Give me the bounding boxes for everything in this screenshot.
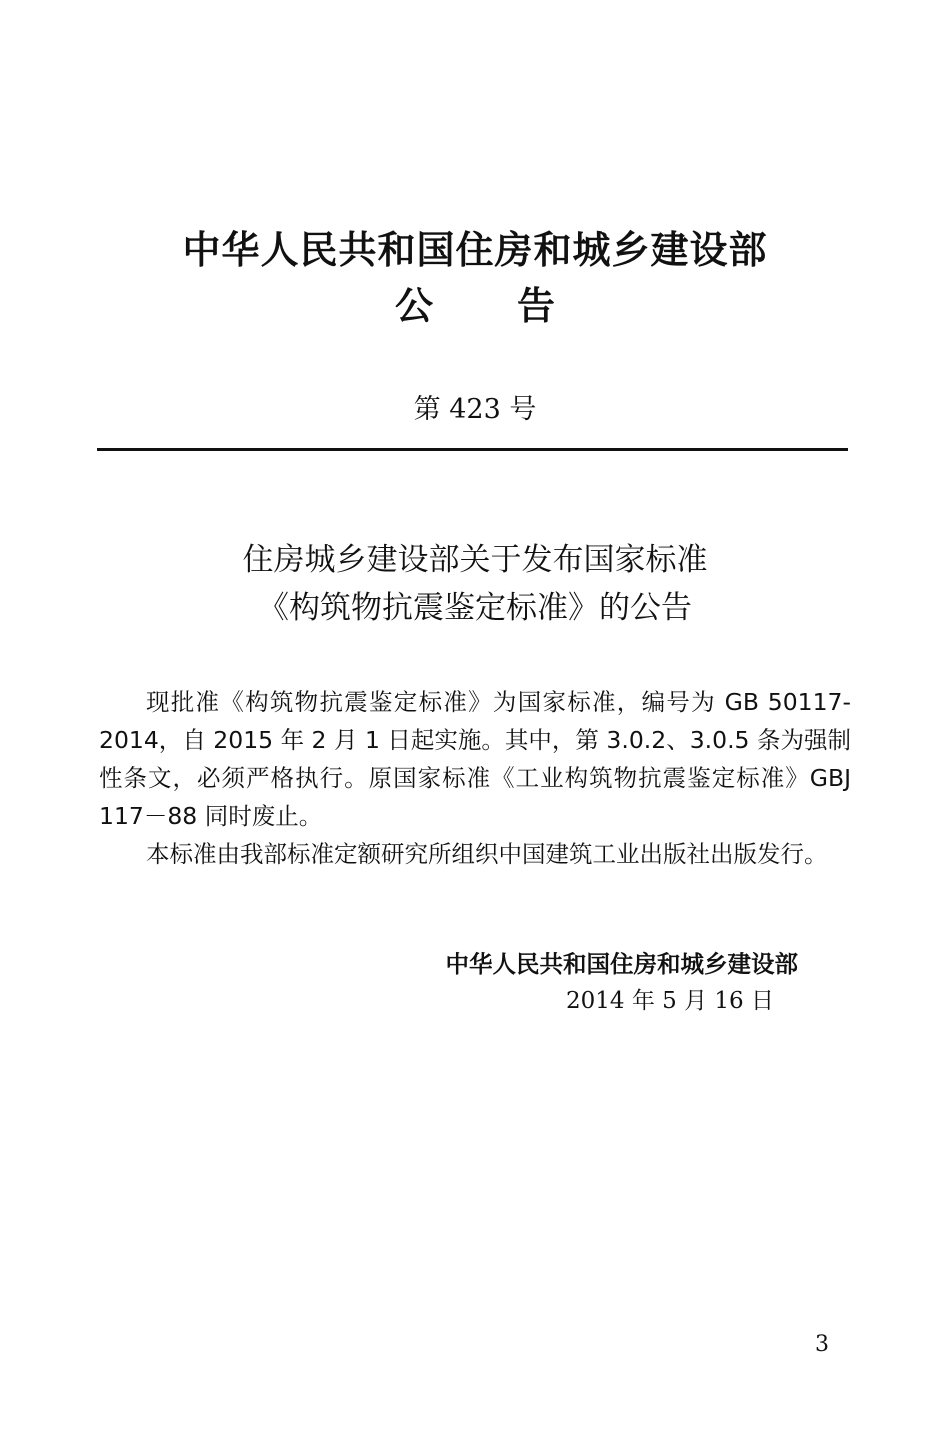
issuer-signature: 中华人民共和国住房和城乡建设部 xyxy=(445,950,798,978)
separator-rule xyxy=(97,448,848,451)
page-number: 3 xyxy=(815,1332,829,1357)
subject-line-1: 住房城乡建设部关于发布国家标准 xyxy=(242,542,708,578)
subject-line-2: 《构筑物抗震鉴定标准》的公告 xyxy=(258,590,692,626)
body-paragraph-1: 现批准《构筑物抗震鉴定标准》为国家标准，编号为 GB 50117-2014，自 2015 年 2 月 1 日起实施。其中，第 3.0.2、3.0.5 条为强制性条文，必须严格执行。原国家标准《工业构筑物抗震鉴定标准》GBJ 117－88 同时废止。 xyxy=(99,688,851,830)
body-paragraph-2: 本标准由我部标准定额研究所组织中国建筑工业出版社出版发行。 xyxy=(146,840,828,868)
announcement-title: 公告 xyxy=(394,284,639,328)
announcement-body xyxy=(99,683,851,873)
announcement-number: 第 423 号 xyxy=(413,394,537,425)
issue-date: 2014 年 5 月 16 日 xyxy=(566,988,774,1014)
announcement-subject xyxy=(0,536,950,632)
ministry-title: 中华人民共和国住房和城乡建设部 xyxy=(182,228,768,272)
